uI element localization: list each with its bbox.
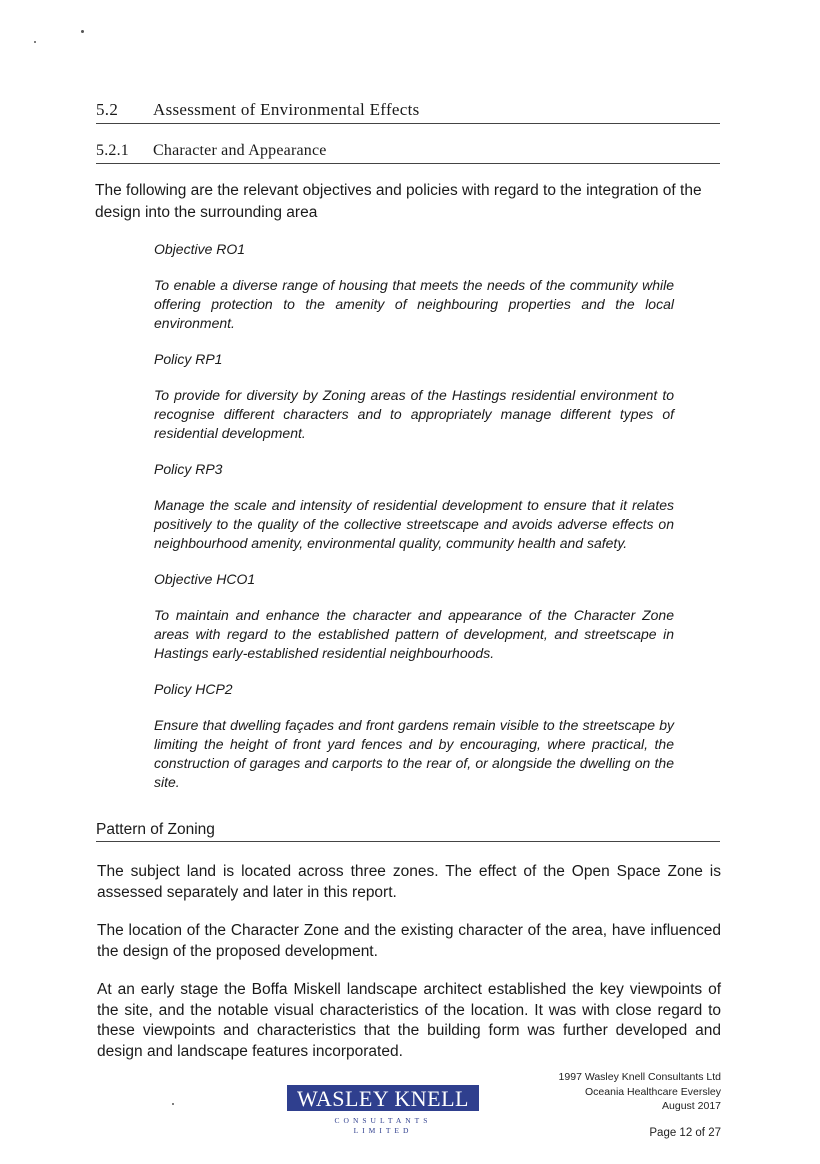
section-number: 5.2 <box>96 100 119 119</box>
scan-mark <box>34 41 36 43</box>
footer-copyright: 1997 Wasley Knell Consultants Ltd <box>558 1071 721 1083</box>
subsection-number: 5.2.1 <box>96 142 129 159</box>
company-logo: WASLEY KNELL <box>287 1085 479 1111</box>
footer-project: Oceania Healthcare Eversley <box>585 1085 721 1098</box>
body-paragraph: The location of the Character Zone and the existing character of the area, have influenced the design of the proposed development. <box>97 922 721 960</box>
policy-list <box>154 240 674 809</box>
policy-label: Policy HCP2 <box>154 681 233 697</box>
policy-label: Objective HCO1 <box>154 571 256 587</box>
footer-date: August 2017 <box>662 1100 721 1112</box>
policy-label: Policy RP1 <box>154 351 223 367</box>
intro-paragraph: The following are the relevant objectives and policies with regard to the integration of the design into the surrounding area <box>95 182 702 221</box>
policy-label: Policy RP3 <box>154 461 223 477</box>
policy-text: To provide for diversity by Zoning areas of the Hastings residential environment to recognise different characters and to appropriately manage different types of residential development. <box>154 387 674 441</box>
subsection-heading <box>96 142 720 164</box>
subsection-title: Character and Appearance <box>153 142 327 159</box>
body-paragraph: The subject land is located across three zones. The effect of the Open Space Zone is assessed separately and later in this report. <box>97 863 721 901</box>
policy-text: To enable a diverse range of housing that meets the needs of the community while offering protection to the amenity of neighbouring properties and the local environment. <box>154 277 674 331</box>
body-paragraph: At an early stage the Boffa Miskell landscape architect established the key viewpoints of the site, and the notable visual characteristics of the location. It was with close regard to these viewpoints and characteristics that the building form was further developed and design and landscape features incorporated. <box>97 981 721 1060</box>
policy-label: Objective RO1 <box>154 241 246 257</box>
policy-text: To maintain and enhance the character and appearance of the Character Zone areas with regard to the established pattern of development, and streetscape in Hastings early-established residential neighbourhoods. <box>154 607 674 661</box>
scan-mark <box>81 30 84 33</box>
section-heading <box>96 100 720 124</box>
page-number: Page 12 of 27 <box>649 1127 721 1139</box>
pattern-of-zoning-heading: Pattern of Zoning <box>96 820 720 842</box>
logo-subtitle: CONSULTANTS <box>334 1116 432 1125</box>
policy-text: Ensure that dwelling façades and front gardens remain visible to the streetscape by limiting the height of front yard fences and by encouraging, where practical, the construction of garages and carports to the rear of, or alongside the dwelling on the site. <box>154 717 674 790</box>
scan-mark <box>172 1103 174 1105</box>
section-title: Assessment of Environmental Effects <box>153 100 420 119</box>
logo-subtitle: LIMITED <box>353 1126 413 1135</box>
footer-info <box>559 1070 721 1114</box>
body-text <box>97 862 721 1080</box>
policy-text: Manage the scale and intensity of residential development to ensure that it relates positively to the quality of the collective streetscape and avoids adverse effects on neighbourhood amenity, environmental quality, community health and safety. <box>154 497 674 551</box>
